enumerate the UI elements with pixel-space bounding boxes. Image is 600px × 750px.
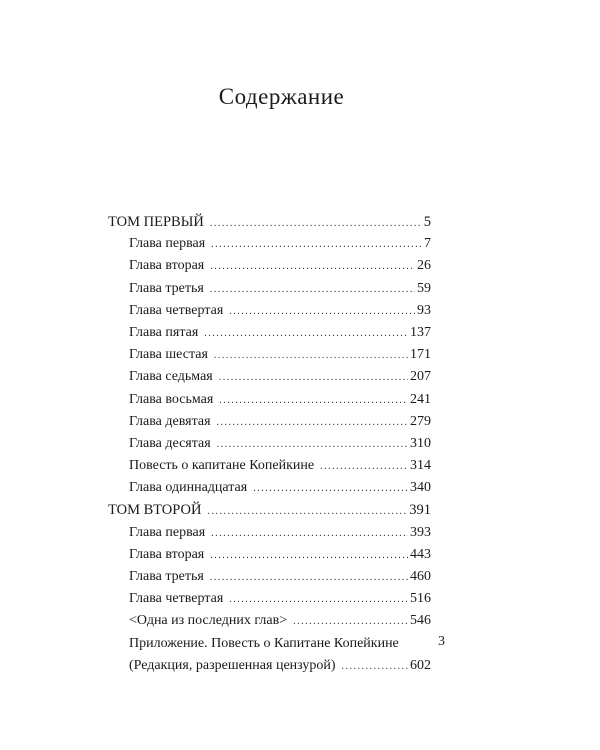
dot-leader: [214, 345, 408, 367]
toc-entry: [108, 255, 431, 277]
toc-page-number: 391: [409, 502, 431, 519]
toc-label: Глава вторая: [129, 258, 205, 274]
toc-page-number: 137: [410, 324, 431, 340]
toc-label: (Редакция, разрешенная цензурой): [129, 657, 336, 673]
toc-label: Глава одиннадцатая: [129, 480, 248, 496]
dot-leader: [342, 656, 408, 678]
toc-label: Приложение. Повесть о Капитане Копейкине: [129, 635, 399, 651]
dot-leader: [293, 611, 408, 633]
toc-entry: [108, 455, 431, 477]
toc-label: <Одна из последних глав>: [129, 613, 288, 629]
toc-label: ТОМ ПЕРВЫЙ: [108, 214, 204, 230]
toc-label: Повесть о капитане Копейкине: [129, 458, 315, 474]
toc-page-number: 460: [410, 569, 431, 584]
toc-page-number: 546: [410, 613, 431, 629]
toc-appendix-title: [108, 633, 431, 655]
dot-leader: [210, 567, 408, 589]
toc-page-number: 93: [417, 302, 431, 318]
dot-leader: [229, 589, 408, 611]
toc-label: Глава девятая: [129, 413, 211, 429]
toc-label: Глава восьмая: [129, 391, 214, 407]
toc-label: Глава десятая: [129, 435, 211, 451]
toc-label: Глава четвертая: [129, 302, 224, 318]
dot-leader: [211, 523, 408, 545]
dot-leader: [253, 478, 408, 500]
table-of-contents: [108, 211, 431, 677]
toc-entry: [108, 566, 431, 588]
toc-page-number: 310: [410, 435, 431, 451]
toc-label: ТОМ ВТОРОЙ: [108, 502, 202, 519]
dot-leader: [320, 456, 408, 478]
toc-appendix-subtitle: [108, 655, 431, 677]
toc-label: Глава пятая: [129, 324, 199, 340]
toc-page-number: 602: [410, 657, 431, 673]
toc-entry: [108, 411, 431, 433]
dot-leader: [211, 234, 422, 256]
dot-leader: [219, 367, 408, 389]
dot-leader: [210, 213, 422, 235]
toc-page-number: 7: [424, 236, 431, 252]
toc-page-number: 5: [423, 214, 431, 230]
toc-entry: [108, 522, 431, 544]
page-number: 3: [438, 634, 445, 649]
toc-label: Глава первая: [129, 236, 206, 252]
toc-entry: [108, 588, 431, 610]
toc-label: Глава четвертая: [129, 591, 224, 607]
toc-label: Глава третья: [129, 569, 204, 584]
toc-page-number: 393: [410, 524, 431, 540]
dot-leader: [210, 545, 408, 567]
toc-entry: [108, 610, 431, 632]
toc-entry: [108, 344, 431, 366]
dot-leader: [210, 256, 415, 278]
dot-leader: [217, 434, 408, 456]
toc-entry: [108, 366, 431, 388]
toc-page-number: 207: [410, 369, 431, 385]
dot-leader: [229, 301, 415, 323]
toc-label: Глава третья: [129, 280, 204, 296]
toc-page-number: 26: [417, 258, 431, 274]
toc-page-number: 340: [410, 480, 431, 496]
toc-entry: [108, 389, 431, 411]
dot-leader: [219, 390, 408, 412]
toc-entry: [108, 300, 431, 322]
toc-page-number: 59: [417, 280, 431, 296]
dot-leader: [207, 501, 407, 523]
toc-page-number: 171: [410, 347, 431, 363]
page-title: Содержание: [218, 84, 345, 109]
toc-entry: [108, 544, 431, 566]
toc-label: Глава первая: [129, 524, 206, 540]
toc-volume-1: [108, 211, 431, 233]
toc-entry: [108, 233, 431, 255]
dot-leader: [204, 323, 408, 345]
toc-label: Глава шестая: [129, 347, 208, 363]
toc-label: Глава седьмая: [129, 369, 213, 385]
toc-volume-2: [108, 499, 431, 521]
toc-page-number: 314: [410, 458, 431, 474]
toc-page-number: 443: [410, 546, 431, 562]
toc-entry: [108, 433, 431, 455]
toc-page-number: 279: [410, 413, 431, 429]
toc-label: Глава вторая: [129, 546, 205, 562]
toc-entry: [108, 322, 431, 344]
toc-entry: [108, 477, 431, 499]
dot-leader: [217, 412, 408, 434]
toc-page-number: 241: [410, 391, 431, 407]
toc-page-number: 516: [410, 591, 431, 607]
toc-entry: [108, 278, 431, 300]
dot-leader: [210, 279, 415, 301]
